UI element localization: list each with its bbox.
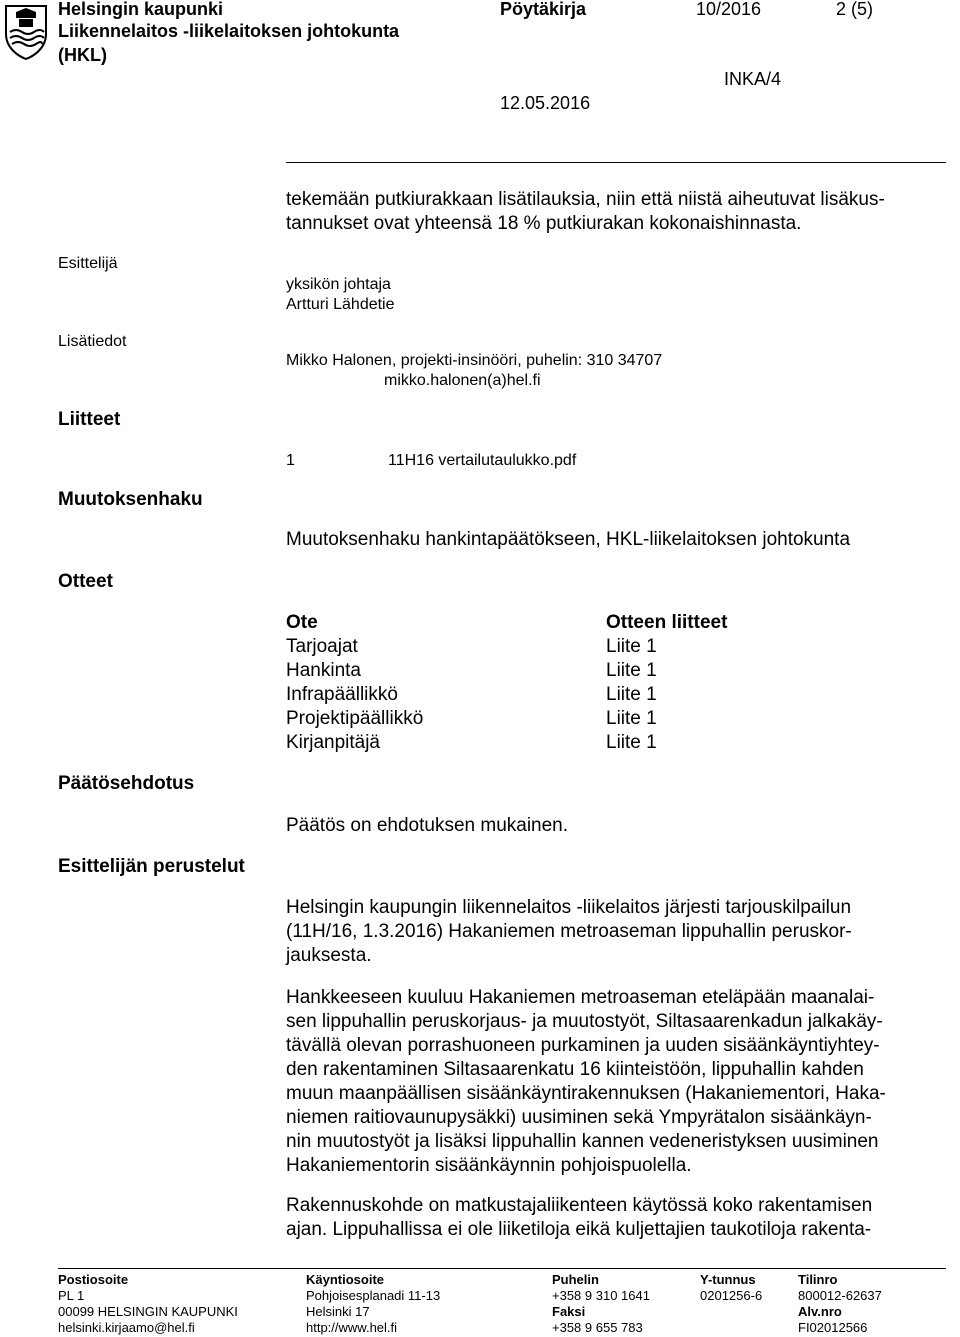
footer-visit-street: Pohjoisesplanadi 11-13 xyxy=(306,1288,441,1303)
footer-visit xyxy=(306,1272,440,1336)
ote-cell: Tarjoajat xyxy=(286,636,358,657)
muutoksenhaku-text: Muutoksenhaku hankintapäätökseen, HKL-liikelaitoksen johtokunta xyxy=(286,529,851,550)
liite-cell: Liite 1 xyxy=(606,684,657,705)
footer-visit-city: Helsinki 17 xyxy=(306,1304,370,1319)
lisatiedot-email[interactable]: mikko.halonen(a)hel.fi xyxy=(384,372,541,389)
otteet-label: Otteet xyxy=(58,571,113,592)
doc-number: 10/2016 xyxy=(696,0,762,19)
liite-cell: Liite 1 xyxy=(606,732,657,753)
paatosehdotus-label: Päätösehdotus xyxy=(58,773,195,794)
footer-phone-heading: Puhelin xyxy=(552,1272,599,1287)
org-name: Helsingin kaupunki xyxy=(58,0,224,19)
intro-text: tekemään putkiurakkaan lisätilauksia, niin että niistä aiheutuvat lisäkus- tannukset ovat yhteensä 18 % putkiurakan kokonaishinnasta. xyxy=(286,189,885,234)
lisatiedot-contact: Mikko Halonen, projekti-insinööri, puhelin: 310 34707 xyxy=(286,352,663,369)
liite-cell: Liite 1 xyxy=(606,660,657,681)
perustelut-paragraph-1: Helsingin kaupungin liikennelaitos -liikelaitos järjesti tarjouskilpailun (11H/16, 1.3.2016) Hakaniemen metroaseman lippuhallin peruskor- jauksesta. xyxy=(286,897,852,966)
col-header-ote: Ote xyxy=(286,612,318,633)
footer-email-link[interactable]: helsinki.kirjaamo@hel.fi xyxy=(58,1320,195,1335)
footer-business-id-heading: Y-tunnus xyxy=(700,1272,756,1287)
footer-business-id-value: 0201256-6 xyxy=(700,1288,763,1303)
footer-phone xyxy=(552,1272,650,1336)
footer-business-id xyxy=(700,1272,762,1304)
ote-cell: Hankinta xyxy=(286,660,361,681)
footer-postal xyxy=(58,1272,238,1336)
footer-rule xyxy=(58,1268,946,1269)
doc-type: Pöytäkirja xyxy=(500,0,587,19)
lisatiedot-label: Lisätiedot xyxy=(58,333,127,350)
attachment-link[interactable]: 11H16 vertailutaulukko.pdf xyxy=(388,452,577,469)
perustelut-paragraph-3: Rakennuskohde on matkustajaliikenteen käytössä koko rakentamisen ajan. Lippuhallissa ei ole liiketiloja eikä kuljettajien taukotiloja rakenta- xyxy=(286,1195,873,1240)
board-abbr: (HKL) xyxy=(58,45,107,65)
footer-vat-value: FI02012566 xyxy=(798,1320,868,1335)
footer-fax-heading: Faksi xyxy=(552,1304,586,1319)
table-row xyxy=(286,659,786,683)
footer-postal-city: 00099 HELSINGIN KAUPUNKI xyxy=(58,1304,238,1319)
section-code: INKA/4 xyxy=(724,69,782,89)
table-row xyxy=(286,683,786,707)
footer-web-link[interactable]: http://www.hel.fi xyxy=(306,1320,398,1335)
perustelut-label: Esittelijän perustelut xyxy=(58,856,245,877)
table-row xyxy=(286,731,786,755)
liite-cell: Liite 1 xyxy=(606,708,657,729)
esittelija-role: yksikön johtaja xyxy=(286,276,391,293)
muutoksenhaku-label: Muutoksenhaku xyxy=(58,489,203,510)
liitteet-label: Liitteet xyxy=(58,409,121,430)
ote-cell: Infrapäällikkö xyxy=(286,684,398,705)
page-number: 2 (5) xyxy=(836,0,874,19)
otteet-table-header xyxy=(286,611,786,635)
footer-account-heading: Tilinro xyxy=(798,1272,838,1287)
footer-postal-heading: Postiosoite xyxy=(58,1272,129,1287)
table-row xyxy=(286,707,786,731)
helsinki-crest-logo xyxy=(4,4,48,60)
footer-account xyxy=(798,1272,882,1336)
header-rule xyxy=(286,162,946,163)
footer-visit-heading: Käyntiosoite xyxy=(306,1272,385,1287)
ote-cell: Kirjanpitäjä xyxy=(286,732,380,753)
footer-vat-heading: Alv.nro xyxy=(798,1304,842,1319)
ote-cell: Projektipäällikkö xyxy=(286,708,424,729)
esittelija-label: Esittelijä xyxy=(58,255,118,272)
perustelut-paragraph-2: Hankkeeseen kuuluu Hakaniemen metroaseman eteläpään maanalai- sen lippuhallin peruskorjaus- ja muutostyöt, Siltasaarenkadun jalkakäy- tävällä olevan porrashuoneen purkaminen ja uuden sisäänkäyntiyhtey- den rakentaminen Siltasaarenkatu 16 kiinteistöön, lippuhallin kahden muun maanpäällisen sisäänkäyntirakennuksen (Hakaniementori, Haka- niemen raitiovaunupysäkki) uusiminen sekä Ympyrätalon sisäänkäyn- nin muutostyöt ja lisäksi lippuhallin kannen vedeneristyksen uusiminen Hakaniementorin sisäänkäynnin pohjoispuolella. xyxy=(286,987,886,1176)
meeting-date: 12.05.2016 xyxy=(500,93,591,113)
footer-postal-box: PL 1 xyxy=(58,1288,85,1303)
table-row xyxy=(286,635,786,659)
col-header-liitteet: Otteen liitteet xyxy=(606,612,728,633)
esittelija-name: Artturi Lähdetie xyxy=(286,296,395,313)
footer-phone-number: +358 9 310 1641 xyxy=(552,1288,650,1303)
footer-fax-number: +358 9 655 783 xyxy=(552,1320,643,1335)
liite-cell: Liite 1 xyxy=(606,636,657,657)
attachment-number: 1 xyxy=(286,452,295,469)
footer-account-value: 800012-62637 xyxy=(798,1288,882,1303)
paatosehdotus-text: Päätös on ehdotuksen mukainen. xyxy=(286,815,569,836)
board-name: Liikennelaitos -liikelaitoksen johtokunta xyxy=(58,21,400,41)
